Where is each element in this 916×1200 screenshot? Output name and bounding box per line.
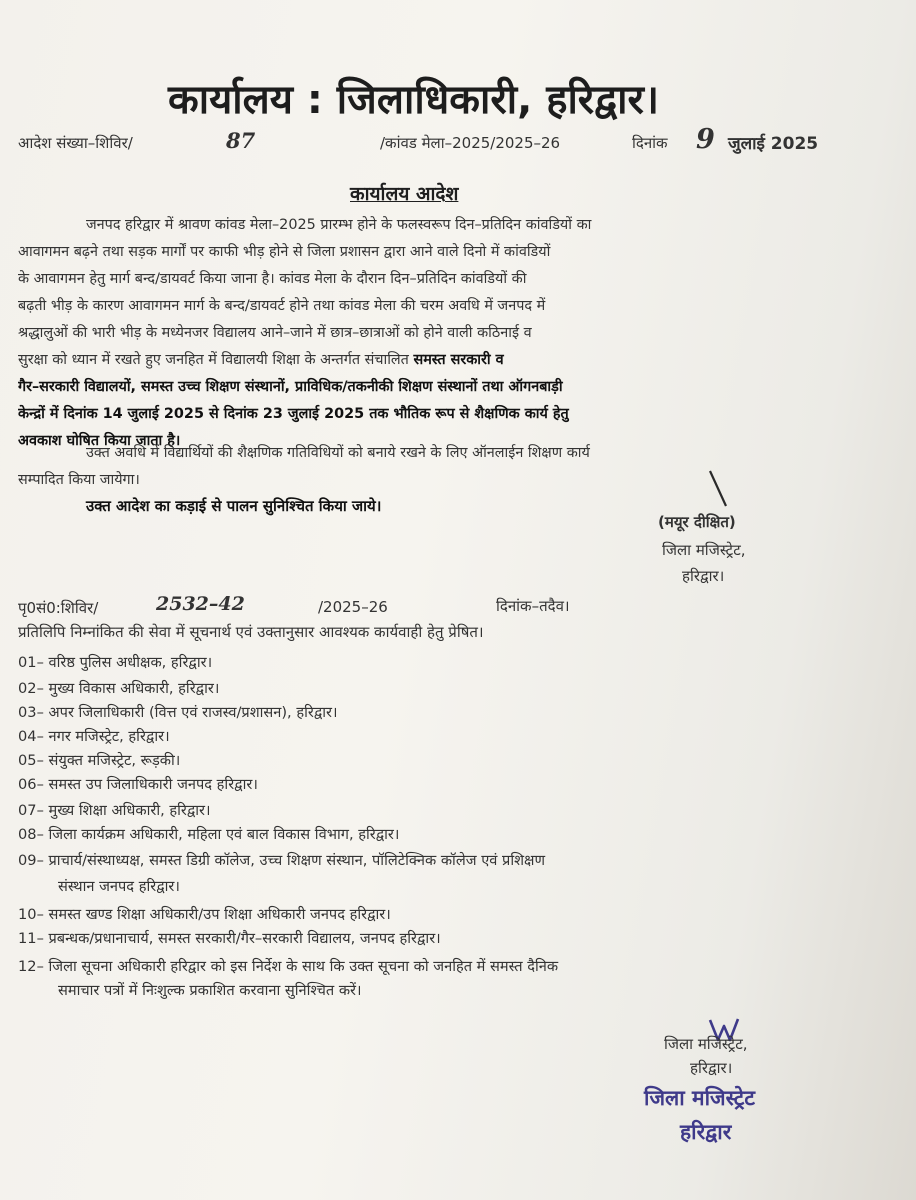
order-number-handwritten: 87: [226, 128, 256, 153]
paragraph-line: बढ़ती भीड़ के कारण आवागमन मार्ग के बन्द/डायवर्ट होने तथा कांवड मेला की चरम अवधि में जनपद में: [18, 298, 546, 314]
paragraph-bold-line: गैर–सरकारी विद्यालयों, समस्त उच्च शिक्षण संस्थानों, प्राविधिक/तकनीकी शिक्षण संस्थानों तथा ऑगनबाड़ी: [18, 379, 563, 395]
signatory2-place: हरिद्वार।: [690, 1059, 733, 1077]
signatory-designation: जिला मजिस्ट्रेट,: [662, 541, 746, 559]
list-item: 09– प्राचार्य/संस्थाध्यक्ष, समस्त डिग्री कॉलेज, उच्च शिक्षण संस्थान, पॉलिटेक्निक कॉलेज एवं प्रशिक्षण: [18, 852, 546, 869]
compliance-line: उक्त आदेश का कड़ाई से पालन सुनिश्चित किया जाये।: [86, 497, 382, 515]
paragraph-line: उक्त अवधि में विद्यार्थियों की शैक्षणिक गतिविधियों को बनाये रखने के लिए ऑनलाईन शिक्षण कार्य: [86, 445, 590, 461]
list-item: 02– मुख्य विकास अधिकारी, हरिद्वार।: [18, 680, 220, 697]
signatory-place: हरिद्वार।: [682, 567, 725, 585]
office-title: कार्यालय : जिलाधिकारी, हरिद्वार।: [168, 77, 660, 123]
copy-date: दिनांक–तदैव।: [496, 597, 570, 615]
copy-intro: प्रतिलिपि निम्नांकित की सेवा में सूचनार्थ एवं उक्तानुसार आवश्यक कार्यवाही हेतु प्रेषित।: [18, 623, 484, 641]
list-item-continuation: समाचार पत्रों में निःशुल्क प्रकाशित करवाना सुनिश्चित करें।: [58, 982, 362, 999]
signatory2-designation: जिला मजिस्ट्रेट,: [664, 1035, 748, 1053]
paragraph-bold-line: अवकाश घोषित किया जाता है।: [18, 433, 181, 449]
paragraph-text: सुरक्षा को ध्यान में रखते हुए जनहित में विद्यालयी शिक्षा के अन्तर्गत संचालित: [18, 352, 409, 368]
list-item: 01– वरिष्ठ पुलिस अधीक्षक, हरिद्वार।: [18, 654, 213, 671]
official-stamp-line2: हरिद्वार: [680, 1119, 732, 1144]
order-date-label: दिनांक: [632, 134, 668, 152]
paragraph-line: [18, 347, 840, 374]
list-item-continuation: संस्थान जनपद हरिद्वार।: [58, 878, 180, 895]
list-item: 12– जिला सूचना अधिकारी हरिद्वार को इस निर्देश के साथ कि उक्त सूचना को जनहित में समस्त दैनिक: [18, 958, 559, 975]
order-date-day-handwritten: 9: [696, 124, 715, 155]
paragraph-line: सम्पादित किया जायेगा।: [18, 472, 140, 488]
copy-ref-handwritten: 2532–42: [156, 593, 245, 615]
order-date-month-year: जुलाई 2025: [728, 134, 819, 154]
list-item: 07– मुख्य शिक्षा अधिकारी, हरिद्वार।: [18, 802, 211, 819]
copy-ref-year: /2025–26: [318, 598, 388, 616]
list-item: 04– नगर मजिस्ट्रेट, हरिद्वार।: [18, 728, 170, 745]
paragraph-line: के आवागमन हेतु मार्ग बन्द/डायवर्ट किया जाना है। कांवड मेला के दौरान दिन–प्रतिदिन कांवडियों की: [18, 271, 527, 287]
list-item: 05– संयुक्त मजिस्ट्रेट, रूड़की।: [18, 752, 181, 769]
list-item: 08– जिला कार्यक्रम अधिकारी, महिला एवं बाल विकास विभाग, हरिद्वार।: [18, 826, 400, 843]
main-paragraph: [18, 212, 840, 455]
paragraph-line: श्रद्धालुओं की भारी भीड़ के मध्येनजर विद्यालय आने–जाने में छात्र–छात्राओं को होने वाली कठिनाई व: [18, 325, 532, 341]
order-reference: /कांवड मेला–2025/2025–26: [380, 134, 561, 152]
paragraph-line: आवागमन बढ़ने तथा सड़क मार्गों पर काफी भीड़ होने से जिला प्रशासन द्वारा आने वाले दिनो में कांवडियों: [18, 244, 551, 260]
list-item: 06– समस्त उप जिलाधिकारी जनपद हरिद्वार।: [18, 776, 258, 793]
paragraph-bold-line: केन्द्रों में दिनांक 14 जुलाई 2025 से दिनांक 23 जुलाई 2025 तक भौतिक रूप से शैक्षणिक कार्य हेतु: [18, 406, 569, 422]
list-item: 11– प्रबन्धक/प्रधानाचार्य, समस्त सरकारी/गैर–सरकारी विद्यालय, जनपद हरिद्वार।: [18, 930, 441, 947]
copy-ref-label: पृ0सं0:शिविर/: [18, 599, 99, 617]
signature-mark: [706, 468, 730, 510]
official-stamp-line1: जिला मजिस्ट्रेट: [644, 1085, 755, 1110]
signatory-name: (मयूर दीक्षित): [658, 513, 736, 531]
order-number-label: आदेश संख्या–शिविर/: [18, 134, 133, 152]
list-item: 03– अपर जिलाधिकारी (वित्त एवं राजस्व/प्रशासन), हरिद्वार।: [18, 704, 338, 721]
paragraph-line: जनपद हरिद्वार में श्रावण कांवड मेला–2025 प्रारम्भ होने के फलस्वरूप दिन–प्रतिदिन कांवडियों का: [86, 217, 592, 233]
document-subtitle: कार्यालय आदेश: [350, 183, 459, 205]
list-item: 10– समस्त खण्ड शिक्षा अधिकारी/उप शिक्षा अधिकारी जनपद हरिद्वार।: [18, 906, 391, 923]
paragraph-bold-text: समस्त सरकारी व: [413, 352, 504, 368]
